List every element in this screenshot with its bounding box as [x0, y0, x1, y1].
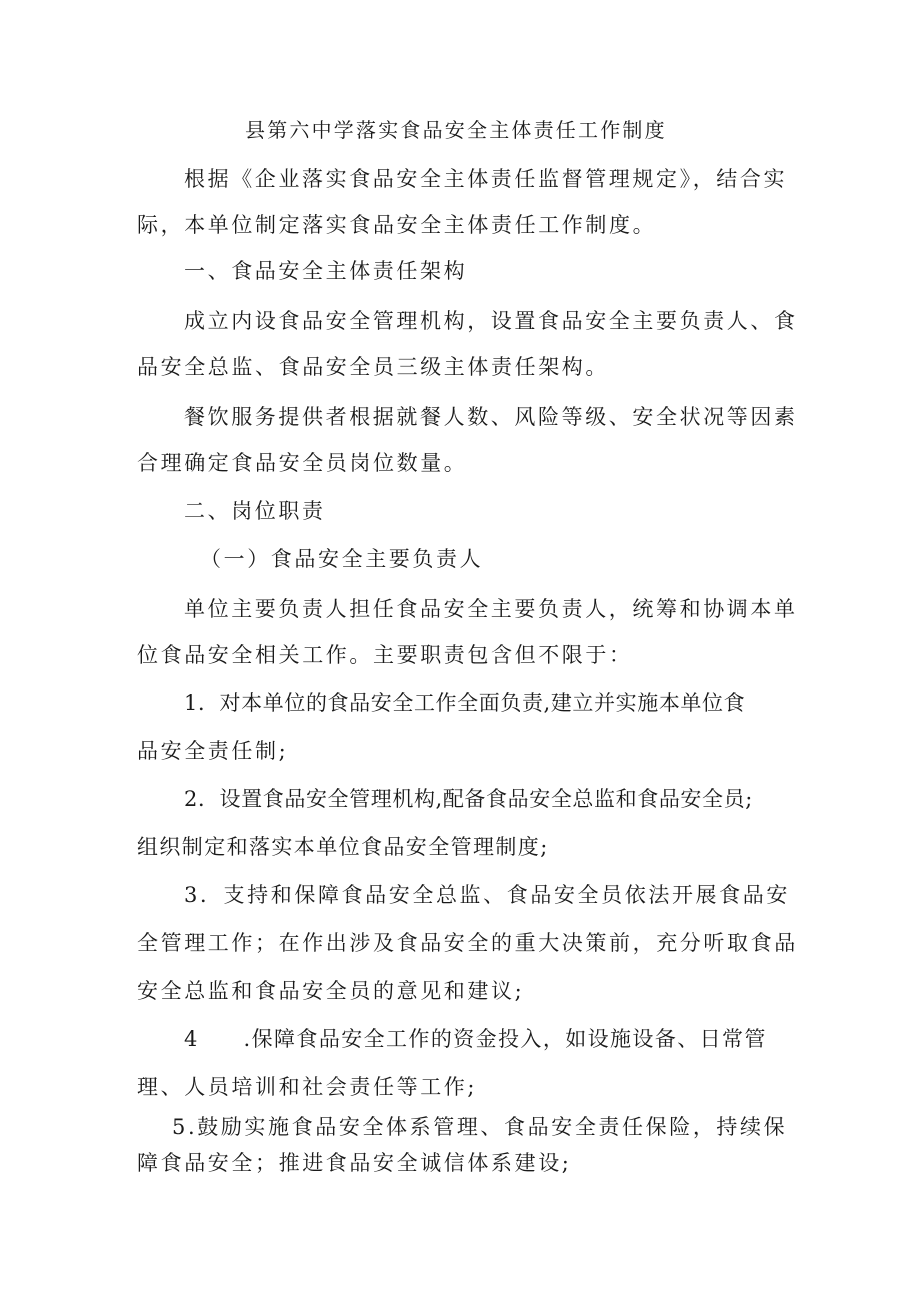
paragraph-line: 成立内设食品安全管理机构，设置食品安全主要负责人、食 [184, 309, 798, 333]
intro-paragraph-line: 根据《企业落实食品安全主体责任监督管理规定》，结合实 [184, 167, 788, 191]
list-item-line: 全管理工作；在作出涉及食品安全的重大决策前，充分听取食品 [137, 931, 798, 955]
list-item-line: 组织制定和落实本单位食品安全管理制度; [137, 835, 549, 859]
list-item-line: 安全总监和食品安全员的意见和建议; [137, 979, 525, 1003]
list-item-line: 5.鼓励实施食品安全体系管理、食品安全责任保险，持续保 [172, 1115, 788, 1139]
list-item-line: 品安全责任制; [137, 739, 289, 763]
document-title: 县第六中学落实食品安全主体责任工作制度 [245, 118, 667, 142]
list-item-line: 理、人员培训和社会责任等工作; [137, 1075, 478, 1099]
paragraph-line: 品安全总监、食品安全员三级主体责任架构。 [137, 355, 609, 379]
section-heading: 二、岗位职责 [184, 499, 326, 523]
paragraph-line: 合理确定食品安全员岗位数量。 [137, 451, 468, 475]
intro-paragraph-line: 际，本单位制定落实食品安全主体责任工作制度。 [137, 213, 657, 237]
list-item-line: 4 .保障食品安全工作的资金投入，如设施设备、日常管 [184, 1027, 767, 1051]
paragraph-line: 餐饮服务提供者根据就餐人数、风险等级、安全状况等因素 [184, 405, 798, 429]
subsection-heading: （一）食品安全主要负责人 [200, 547, 484, 571]
list-item-line: 3．支持和保障食品安全总监、食品安全员依法开展食品安 [184, 883, 790, 907]
list-item-line: 2．设置食品安全管理机构,配备食品安全总监和食品安全员; [184, 787, 753, 811]
list-item-line: 障食品安全；推进食品安全诚信体系建设; [137, 1151, 572, 1175]
section-heading: 一、食品安全主体责任架构 [184, 259, 468, 283]
list-item-line: 1．对本单位的食品安全工作全面负责,建立并实施本单位食 [184, 691, 746, 715]
paragraph-line: 单位主要负责人担任食品安全主要负责人，统筹和协调本单 [184, 597, 798, 621]
paragraph-line: 位食品安全相关工作。主要职责包含但不限于： [137, 643, 633, 667]
